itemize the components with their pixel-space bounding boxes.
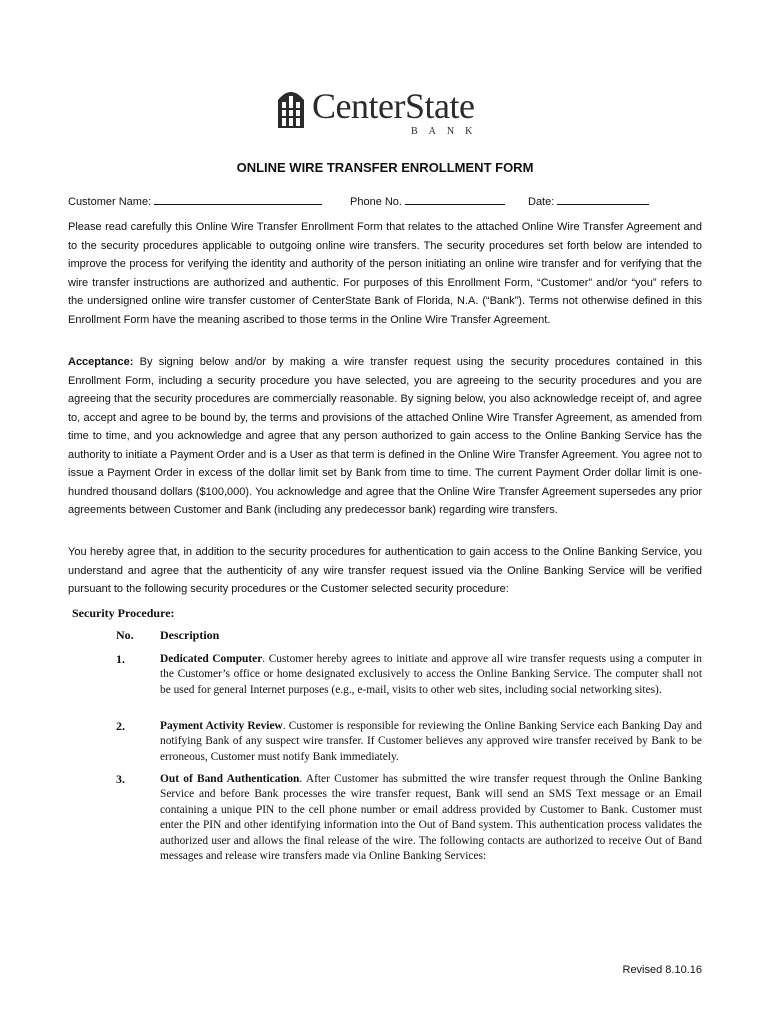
date-label: Date: [528,196,555,208]
phone-field[interactable] [350,194,505,208]
date-input[interactable] [557,194,649,205]
security-item-dedicated-computer [160,652,702,698]
security-procedure-heading: Security Procedure: [72,606,175,620]
security-item-payment-activity-review [160,719,702,765]
customer-name-label: Customer Name: [68,196,152,208]
acceptance-label: Acceptance: [68,356,134,368]
bank-logo-icon [276,86,306,128]
hereby-paragraph: You hereby agree that, in addition to the security procedures for authentication to gain access to the Online Banking Service, you understand and agree that the authenticity of any wire transfer request issued via the Online Banking Service will be verified pursuant to the following security procedures or the Customer selected security procedure: [68,546,702,595]
item-text: . Customer hereby agrees to initiate and approve all wire transfer requests using a computer in the Customer’s office or home designated exclusively to access the Online Banking Service. The computer shall not be used for general Internet purposes (e.g., e-mail, visits to other web sites, including social networking sites). [160,653,702,696]
item-number: 3. [116,772,125,786]
phone-input[interactable] [405,194,505,205]
customer-name-input[interactable] [154,194,322,205]
intro-paragraph: Please read carefully this Online Wire Transfer Enrollment Form that relates to the attached Online Wire Transfer Agreement and to the security procedures applicable to outgoing online wire transfers. The security procedures set forth below are intended to improve the process for verifying the identity and authority of the person initiating an online wire transfer and for verifying that the wire transfer instructions are authorized and authentic. For purposes of this Enrollment Form, “Customer” and/or “you” refers to the undersigned online wire transfer customer of CenterState Bank of Florida, N.A. (“Bank”). Terms not otherwise defined in this Enrollment Form have the meaning ascribed to those terms in the Online Wire Transfer Agreement. [68,221,702,326]
centerstate-logo [276,86,496,146]
acceptance-text: By signing below and/or by making a wire transfer request using the security procedures contained in this Enrollment Form, including a security procedure you have selected, you are agreeing to the security procedures and you are agreeing that the security procedures are commercially reasonable. By signing below, you also acknowledge receipt of, and agree to, accept and agree to be bound by, the terms and provisions of the attached Online Wire Transfer Agreement, as amended from time to time, and you acknowledge and agree that any person authorized to gain access to the Online Banking Service has the authority to initiate a Payment Order and is a User as that term is defined in the Online Wire Transfer Agreement. You agree not to issue a Payment Order in excess of the dollar limit set by Bank from time to time. The current Payment Order dollar limit is one-hundred thousand dollars ($100,000). You acknowledge and agree that the Online Wire Transfer Agreement supersedes any prior agreements between Customer and Bank (including any predecessor bank) regarding wire transfers. [68,356,702,516]
item-text: . After Customer has submitted the wire transfer request through the Online Banking Service and before Bank processes the wire transfer request, Bank will send an SMS Text message or an Email containing a unique PIN to the cell phone number or email address provided by Customer to Bank. Customer must enter the PIN and other identifying information into the Out of Band system. This authentication process validates the authorized user and allows the final release of the wire. The following contacts are authorized to receive Out of Band messages and release wire transfers made via Online Banking Services: [160,773,702,863]
acceptance-paragraph [68,353,702,520]
item-title: Out of Band Authentication [160,773,300,785]
item-number: 2. [116,719,125,733]
logo-wordmark: CenterState [312,86,475,126]
logo-subtitle: BANK [411,126,484,137]
security-item-out-of-band-authentication [160,772,702,864]
column-header-no: No. [116,628,134,642]
revision-date: Revised 8.10.16 [622,964,702,976]
item-number: 1. [116,652,125,666]
column-header-description: Description [160,628,220,642]
phone-label: Phone No. [350,196,402,208]
item-title: Dedicated Computer [160,653,263,665]
form-title: ONLINE WIRE TRANSFER ENROLLMENT FORM [236,160,534,175]
item-title: Payment Activity Review [160,720,283,732]
customer-name-field[interactable] [68,194,322,208]
item-text: . Customer is responsible for reviewing the Online Banking Service each Banking Day and notifying Bank of any suspect wire transfer. If Customer believes any approved wire transfer received by Bank to be erroneous, Customer must notify Bank immediately. [160,720,702,763]
date-field[interactable] [528,194,649,208]
